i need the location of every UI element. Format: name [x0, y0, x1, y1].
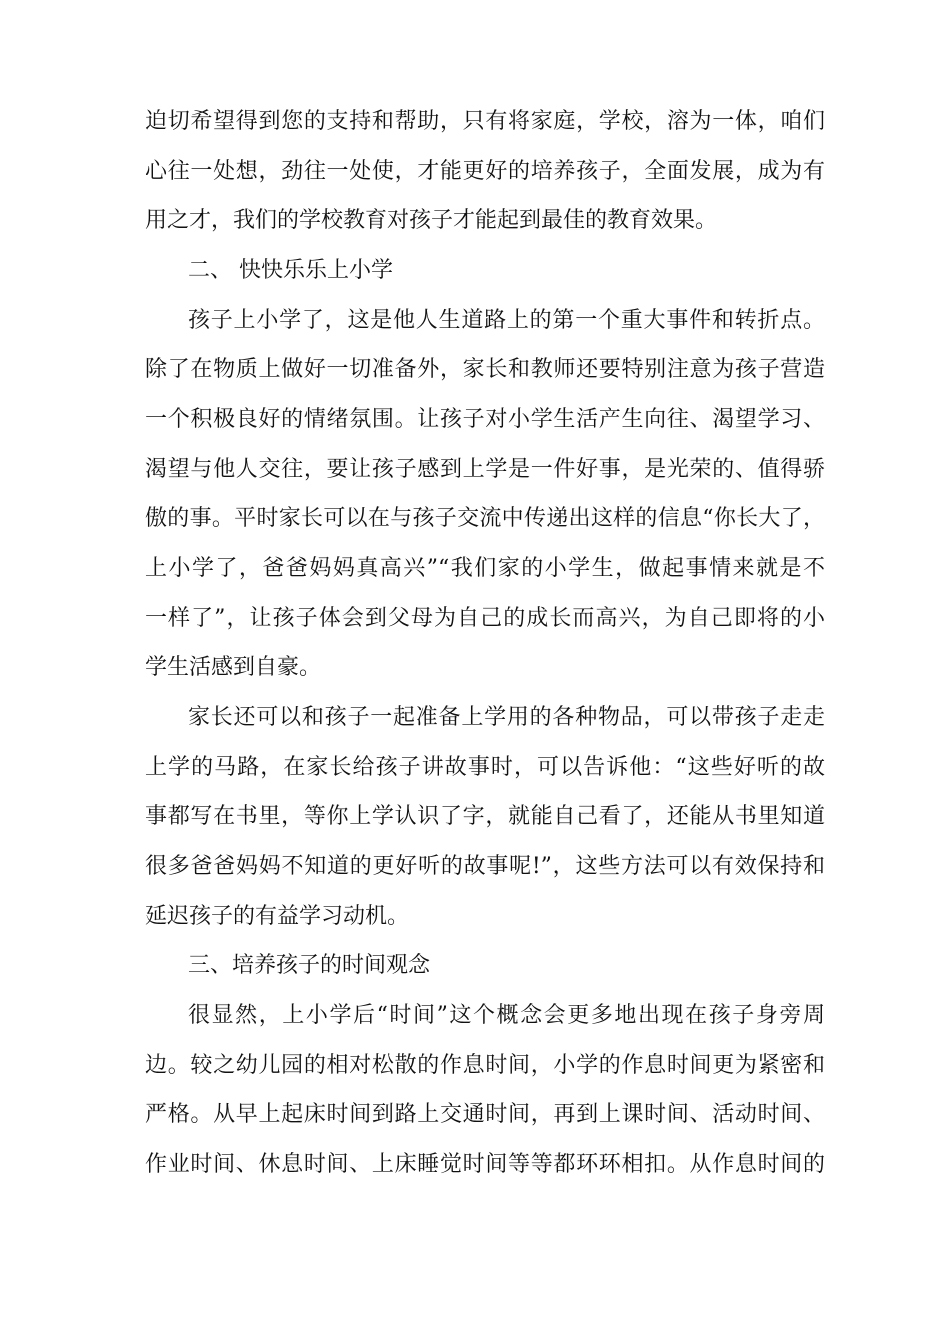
- paragraph-line: 心往一处想，劲往一处使，才能更好的培养孩子，全面发展，成为有: [145, 159, 825, 184]
- paragraph-line: 边。较之幼儿园的相对松散的作息时间，小学的作息时间更为紧密和: [145, 1053, 825, 1078]
- paragraph-line: 孩子上小学了，这是他人生道路上的第一个重大事件和转折点。: [188, 308, 825, 333]
- paragraph-line: 很显然，上小学后“时间”这个概念会更多地出现在孩子身旁周: [188, 1003, 825, 1028]
- paragraph-line: 延迟孩子的有益学习动机。: [145, 904, 410, 929]
- paragraph-line: 学生活感到自豪。: [145, 655, 322, 680]
- paragraph-line: 事都写在书里，等你上学认识了字，就能自己看了，还能从书里知道: [145, 804, 825, 829]
- section-heading: 二、 快快乐乐上小学: [188, 258, 393, 283]
- paragraph-line: 用之才，我们的学校教育对孩子才能起到最佳的教育效果。: [145, 208, 718, 233]
- paragraph-line: 傲的事。平时家长可以在与孩子交流中传递出这样的信息“你长大了，: [145, 506, 825, 531]
- paragraph-line: 作业时间、休息时间、上床睡觉时间等等都环环相扣。从作息时间的: [145, 1152, 825, 1177]
- section-heading: 三、培养孩子的时间观念: [188, 953, 431, 978]
- paragraph-line: 严格。从早上起床时间到路上交通时间，再到上课时间、活动时间、: [145, 1102, 825, 1127]
- paragraph-line: 上小学了，爸爸妈妈真高兴”“我们家的小学生，做起事情来就是不: [145, 556, 825, 581]
- paragraph-line: 一样了”，让孩子体会到父母为自己的成长而高兴，为自己即将的小: [145, 606, 825, 631]
- paragraph-line: 上学的马路，在家长给孩子讲故事时，可以告诉他：“这些好听的故: [145, 755, 825, 780]
- paragraph-line: 一个积极良好的情绪氛围。让孩子对小学生活产生向往、渴望学习、: [145, 407, 825, 432]
- paragraph-line: 渴望与他人交往，要让孩子感到上学是一件好事，是光荣的、值得骄: [145, 457, 825, 482]
- paragraph-line: 家长还可以和孩子一起准备上学用的各种物品，可以带孩子走走: [188, 705, 825, 730]
- paragraph-line: 除了在物质上做好一切准备外，家长和教师还要特别注意为孩子营造: [145, 357, 825, 382]
- paragraph-line: 迫切希望得到您的支持和帮助，只有将家庭，学校，溶为一体，咱们: [145, 109, 825, 134]
- paragraph-line: 很多爸爸妈妈不知道的更好听的故事呢!”，这些方法可以有效保持和: [145, 854, 825, 879]
